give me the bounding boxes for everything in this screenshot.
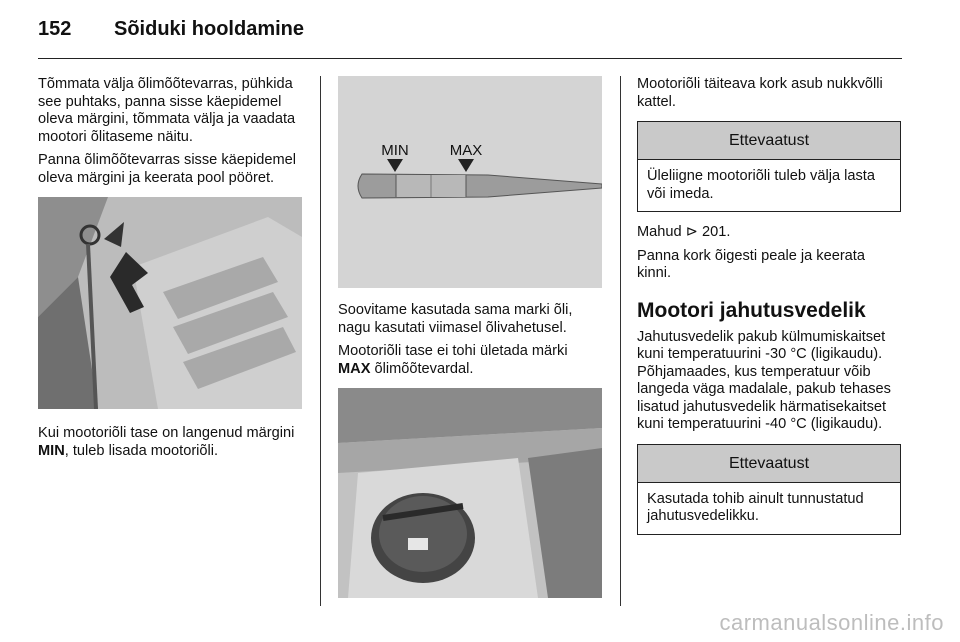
warning-box-oil <box>637 121 901 212</box>
header-divider <box>38 58 902 59</box>
paragraph-coolant: Jahutusvedelik pakub külmumiskaitset kuni temperatuurini -30 °C (ligikaudu). Põhjamaades, kus temperatuur võib langeda väga madalale, pakub tehases lisatud jahutusvedelik härmatisekaitset kuni temperatuurini -40 °C (ligikaudu). <box>637 328 891 432</box>
paragraph-dipstick-insert: Panna õlimõõtevarras sisse käepidemel oleva märgini ja keerata pool pööret. <box>38 152 296 186</box>
paragraph-oil-brand: Soovitame kasutada sama marki õli, nagu kasutati viimasel õlivahetusel. <box>338 302 573 336</box>
column-2 <box>338 76 604 598</box>
section-title-coolant: Mootori jahutusvedelik <box>637 298 866 322</box>
paragraph-add-oil: Kui mootoriõli tase on langenud märgini MIN, tuleb lisada mootoriõli. <box>38 425 295 459</box>
dipstick-min-label: MIN <box>381 142 409 159</box>
warning-box-coolant <box>637 444 901 535</box>
oil-can-icon <box>408 538 428 550</box>
min-mark-text: MIN <box>38 442 65 459</box>
dipstick-marks-figure <box>338 76 602 288</box>
column-1 <box>38 76 306 466</box>
max-mark-text: MAX <box>338 360 371 377</box>
page-number: 152 <box>38 18 72 40</box>
watermark: carmanualsonline.info <box>719 610 944 635</box>
page-header <box>38 18 304 48</box>
paragraph-max-level: Mootoriõli tase ei tohi ületada märki MAX õlimõõtevardal. <box>338 343 568 377</box>
page-title: Sõiduki hooldamine <box>114 18 305 40</box>
warning-title: Ettevaatust <box>638 445 900 483</box>
paragraph-capacities: Mahud ⊳ 201. <box>637 224 731 240</box>
paragraph-filler-cap: Mootoriõli täiteava kork asub nukkvõlli kattel. <box>637 76 883 110</box>
column-divider-2 <box>620 76 621 606</box>
paragraph-cap-fit: Panna kork õigesti peale ja keerata kinni. <box>637 247 865 281</box>
engine-dipstick-photo <box>38 197 302 409</box>
column-3 <box>637 76 901 547</box>
warning-text: Üleliigne mootoriõli tuleb välja lasta või imeda. <box>647 168 875 202</box>
oil-filler-cap-photo <box>338 388 602 598</box>
warning-text: Kasutada tohib ainult tunnustatud jahutusvedelikku. <box>647 490 864 524</box>
column-divider-1 <box>320 76 321 606</box>
page-reference-icon: ⊳ <box>685 224 698 240</box>
oil-filler-cap-illustration <box>338 388 602 598</box>
warning-title: Ettevaatust <box>638 122 900 160</box>
paragraph-dipstick-check: Tõmmata välja õlimõõtevarras, pühkida see puhtaks, panna sisse käepidemel oleva märgini, tõmmata välja ja vaadata mootori õlitaseme näitu. <box>38 76 296 145</box>
dipstick-max-label: MAX <box>449 142 483 159</box>
engine-dipstick-illustration <box>38 197 302 409</box>
dipstick-illustration <box>338 76 602 288</box>
